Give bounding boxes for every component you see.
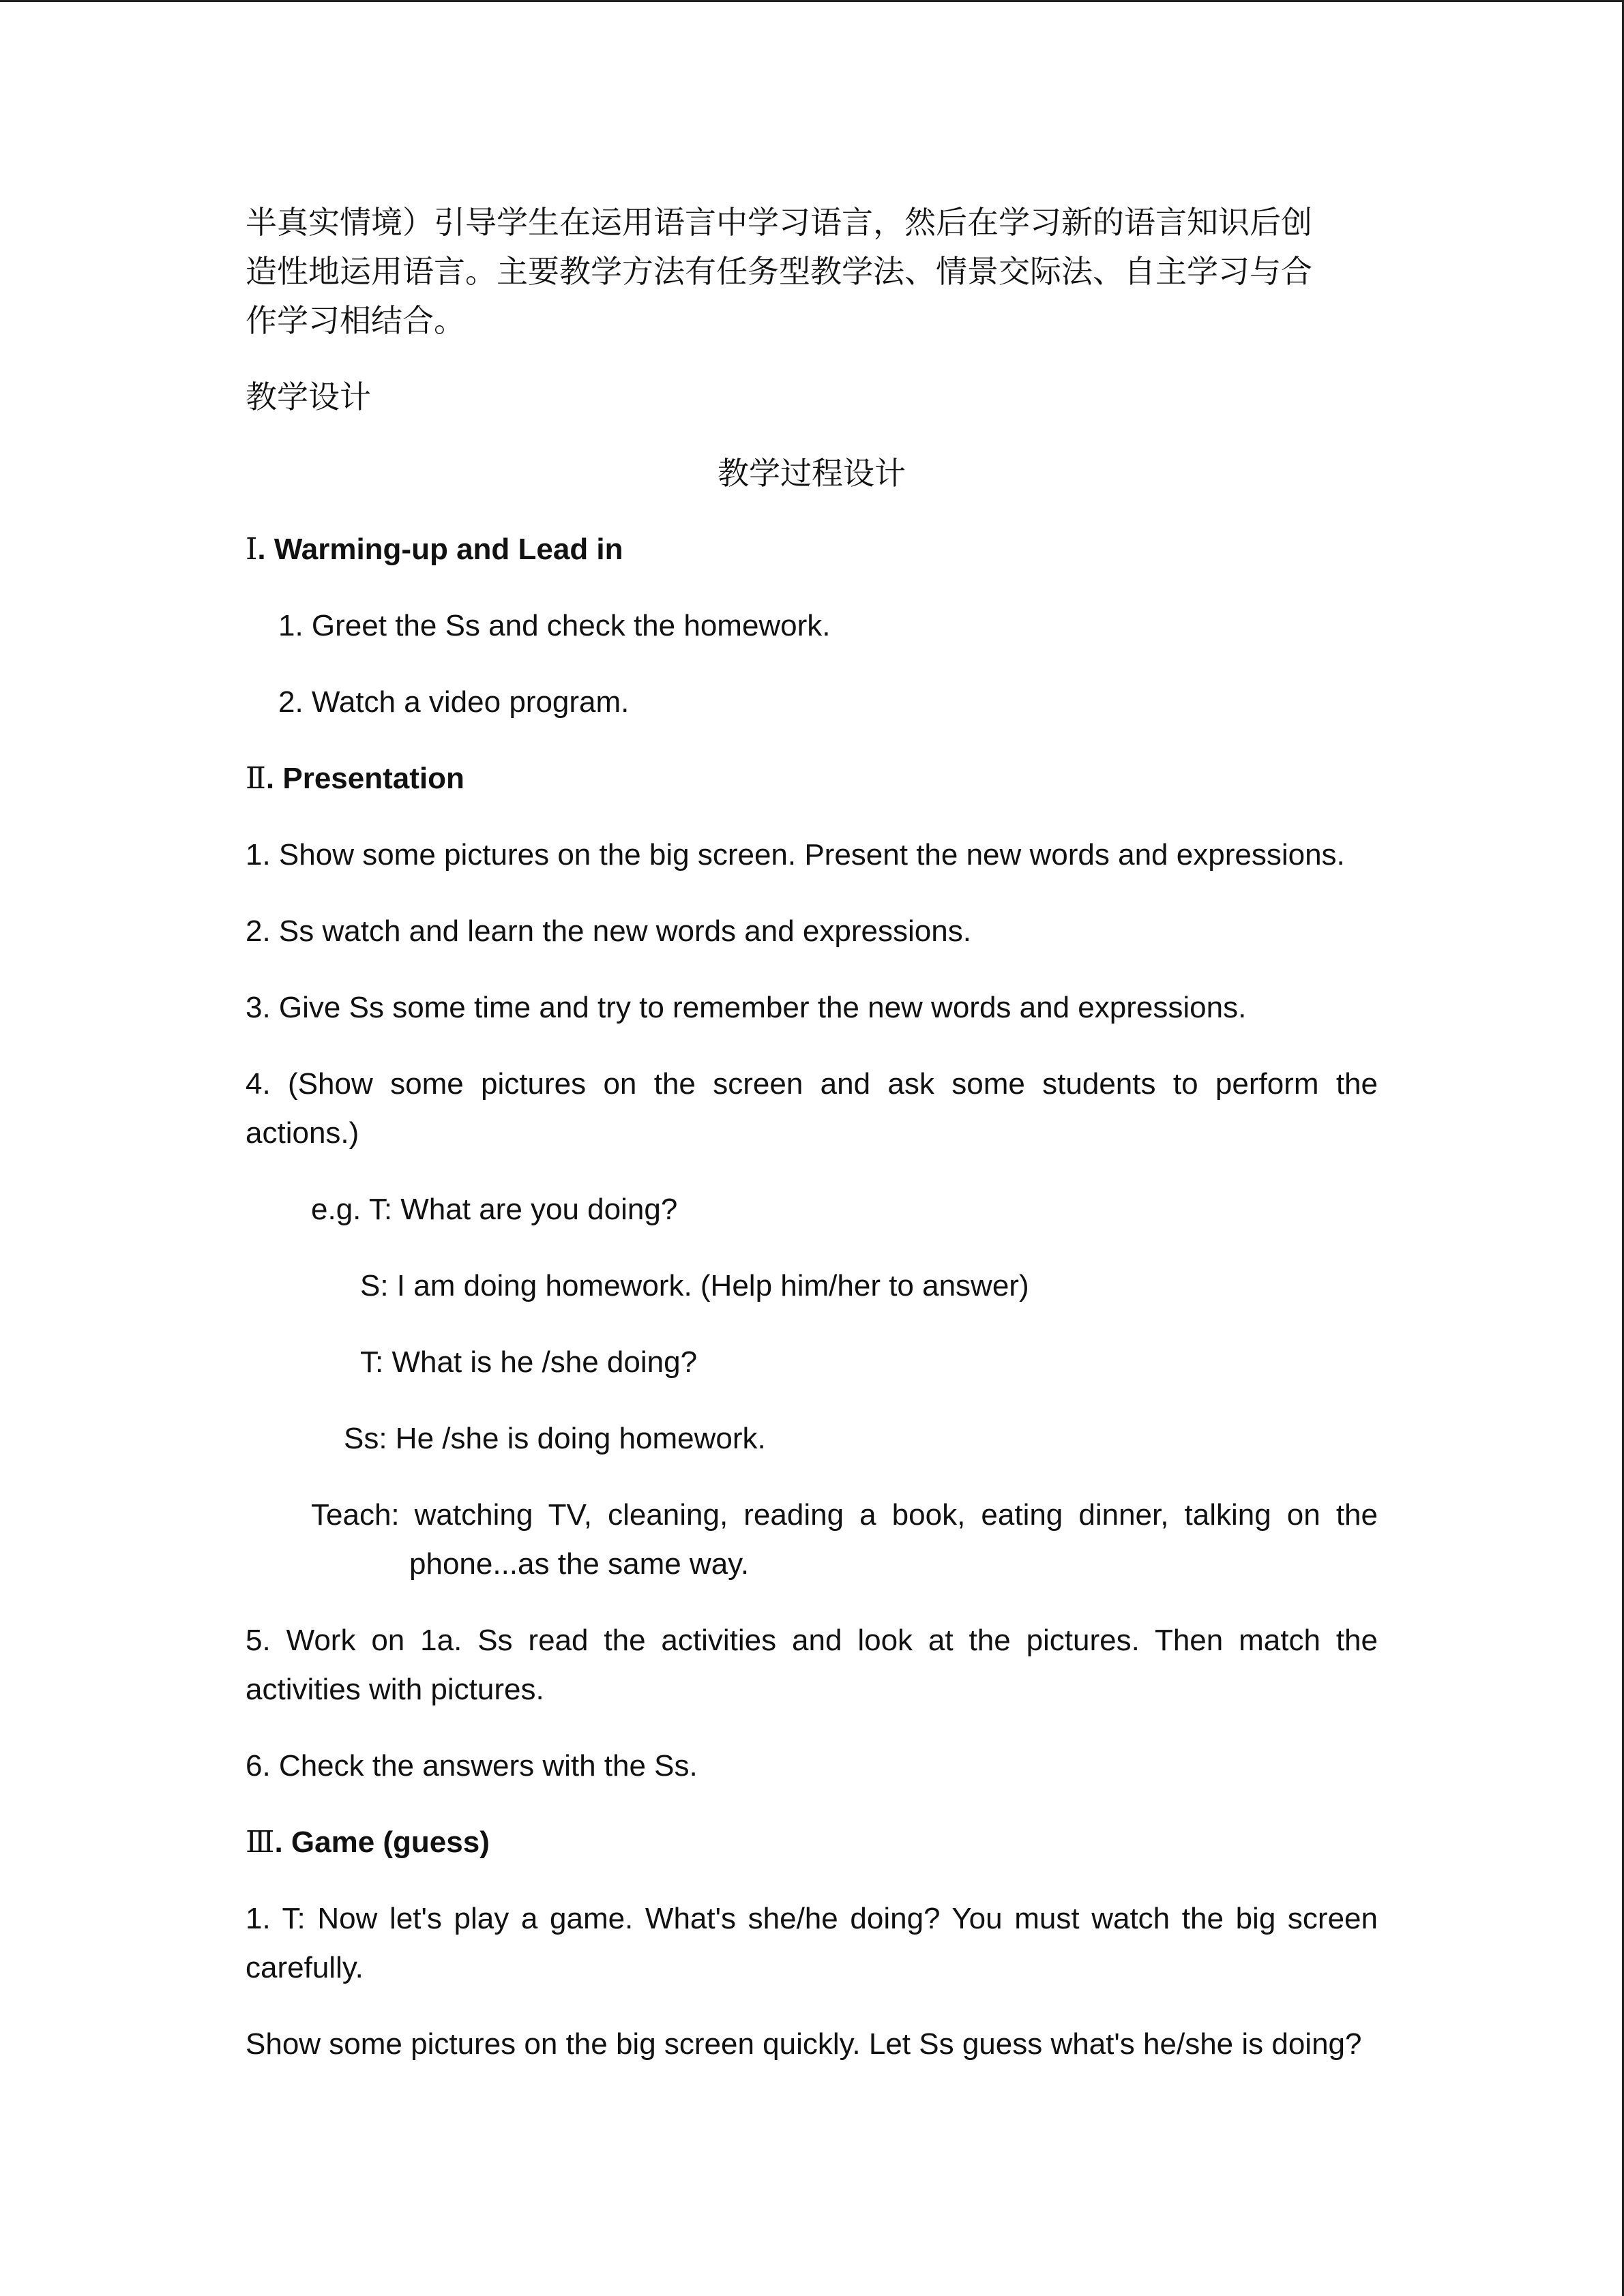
dialogue-line-2: S: I am doing homework. (Help him/her to answer) (360, 1269, 1029, 1302)
intro-line-3: 作学习相结合。 (246, 302, 465, 339)
section-2-item-2: 2. Ss watch and learn the new words and expressions. (246, 914, 971, 948)
section-2-item-5 (246, 1616, 1378, 1714)
section-1-item-2: 2. Watch a video program. (278, 685, 630, 719)
section-2-item-6: 6. Check the answers with the Ss. (246, 1749, 698, 1783)
teach-line-1: watching TV, cleaning, reading a book, eating dinner, talking on the (414, 1498, 1378, 1532)
section-2-item-4-line-2: actions.) (246, 1116, 359, 1150)
section-3-heading (246, 1818, 1378, 1867)
section-3-item-1 (246, 1894, 1378, 1993)
section-1-numeral: Ⅰ (246, 532, 258, 567)
section-1-title: . Warming-up and Lead in (257, 533, 623, 566)
dialogue-line-4: Ss: He /she is doing homework. (344, 1422, 766, 1455)
process-title: 教学过程设计 (718, 455, 906, 492)
section-1-item-1: 1. Greet the Ss and check the homework. (278, 609, 831, 642)
dialogue-line-1: e.g. T: What are you doing? (311, 1193, 678, 1226)
section-2-item-4 (246, 1060, 1378, 1158)
section-3-numeral: Ⅲ (246, 1825, 275, 1860)
dialogue-line-3: T: What is he /she doing? (360, 1345, 698, 1379)
section-2-item-4-line-1: 4. (Show some pictures on the screen and ask some students to perform the (246, 1067, 1378, 1101)
section-3-item-2: Show some pictures on the big screen quickly. Let Ss guess what's he/she is doing? (246, 2027, 1362, 2061)
intro-line-2: 造性地运用语言。主要教学方法有任务型教学法、情景交际法、自主学习与合 (246, 253, 1312, 290)
section-2-item-1: 1. Show some pictures on the big screen. Present the new words and expressions. (246, 838, 1345, 871)
intro-line-1: 半真实情境）引导学生在运用语言中学习语言，然后在学习新的语言知识后创 (246, 204, 1312, 241)
section-2-item-3: 3. Give Ss some time and try to remember the new words and expressions. (246, 991, 1247, 1024)
design-label: 教学设计 (246, 378, 371, 415)
teach-label: Teach: (311, 1498, 400, 1532)
section-2-item-5-line-2: activities with pictures. (246, 1673, 544, 1706)
teach-line-2: phone...as the same way. (409, 1547, 750, 1581)
section-3-title: . Game (guess) (274, 1825, 490, 1859)
section-2-numeral: Ⅱ (246, 761, 266, 796)
section-2-title: . Presentation (265, 762, 464, 795)
section-2-item-5-line-1: 5. Work on 1a. Ss read the activities and look at the pictures. Then match the (246, 1624, 1378, 1657)
section-3-item-1-line-1: 1. T: Now let's play a game. What's she/he doing? You must watch the big screen (246, 1902, 1378, 1935)
document-body (246, 198, 1378, 2069)
teach-block (246, 1491, 1378, 1589)
intro-paragraph (246, 198, 1378, 345)
section-1-heading (246, 525, 1378, 574)
section-2-heading (246, 754, 1378, 803)
section-3-item-1-line-2: carefully. (246, 1951, 364, 1984)
